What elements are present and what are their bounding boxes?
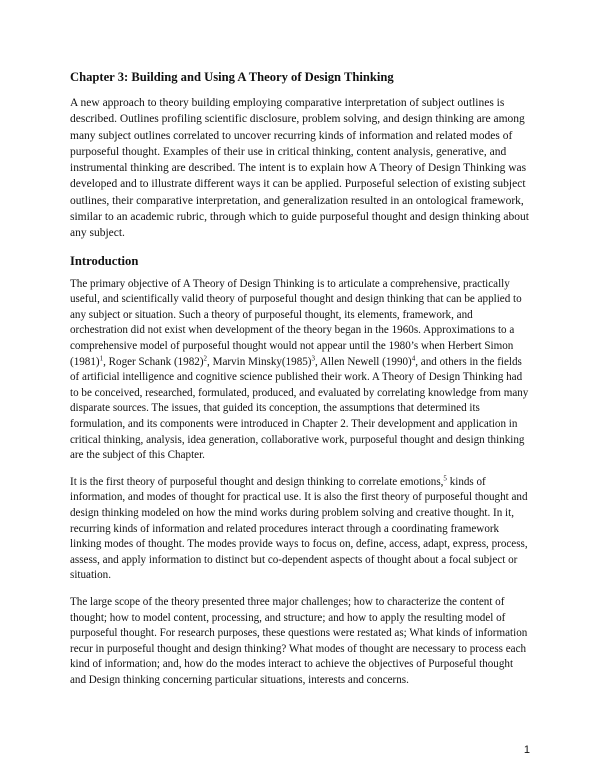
page-number: 1 [523, 744, 530, 756]
p2-text-b: kinds of information, and modes of thought for practical use. It is also the first theory of purposeful thought and design thinking modeled on how the mind works during problem solving and creative thought. In it, recurring kinds of information and related procedures interact through a coordinating framework linking modes of thought. The modes provide ways to focus on, define, access, adapt, express, process, assess, and apply information to distinct but co-dependent aspects of thought about a focal subject or situation. [70, 475, 528, 582]
intro-paragraph-2 [70, 475, 530, 584]
chapter-title: Chapter 3: Building and Using A Theory of Design Thinking [70, 70, 394, 84]
footnote-ref-2: 2 [203, 353, 208, 362]
p1-text-d: , Allen Newell (1990) [315, 355, 412, 368]
footnote-ref-4: 4 [411, 353, 416, 362]
p1-text-b: , Roger Schank (1982) [103, 355, 204, 368]
page-content [70, 68, 530, 700]
p1-text-c: , Marvin Minsky(1985) [207, 355, 312, 368]
footnote-ref-5: 5 [443, 474, 447, 483]
intro-paragraph-3: The large scope of the theory presented three major challenges; how to characterize the content of thought; how to model content, processing, and structure; and how to apply the resulting model of purposeful thought. For research purposes, these questions were restated as; What kinds of information recur in purposeful thought and design thinking? What modes of thought are necessary to process each kind of information; and, how do the modes interact to achieve the objectives of Purposeful thought and Design thinking concerning particular situations, interests and concerns. [70, 595, 528, 686]
introduction-heading: Introduction [70, 253, 139, 268]
p1-text-e: , and others in the fields of artificial intelligence and cognitive science published their work. A Theory of Design Thinking had to be conceived, researched, formulated, produced, and evaluated by correlating knowledge from many disparate sources. The issues, that guided its conception, the assumptions that determined its formulation, and its components were introduced in Chapter 2. Their development and application in critical thinking, analysis, idea generation, collaborative work, purposeful thought and design thinking are the subject of this Chapter. [70, 355, 529, 462]
abstract-paragraph: A new approach to theory building employing comparative interpretation of subject outlines is described. Outlines profiling scientific disclosure, problem solving, and design thinking are among many subject outlines correlated to uncover recurring kinds of information and related modes of purposeful thought. Examples of their use in critical thinking, content analysis, generative, and instrumental thinking are described. The intent is to explain how A Theory of Design Thinking was developed and to illustrate different ways it can be applied. Purposeful selection of existing subject outlines, their comparative interpretation, and generalization resulted in an ontological framework, similar to an academic rubric, through which to guide purposeful thought and design thinking about any subject. [70, 97, 529, 240]
footnote-ref-3: 3 [311, 353, 315, 362]
p2-text-a: It is the first theory of purposeful thought and design thinking to correlate emotions, [70, 475, 444, 488]
footnote-ref-1: 1 [99, 353, 104, 362]
p1-text-a: The primary objective of A Theory of Design Thinking is to articulate a comprehensive, practically useful, and scientifically valid theory of purposeful thought and design thinking that can be applied to any subject or situation. Such a theory of purposeful thought, its elements, framework, and orchestration did not exist when development of the theory began in the 1960s. Approximations to a comprehensive model of purposeful thought would not appear until the 1980’s when Herbert Simon (1981) [70, 277, 522, 368]
intro-paragraph-1 [70, 277, 530, 464]
